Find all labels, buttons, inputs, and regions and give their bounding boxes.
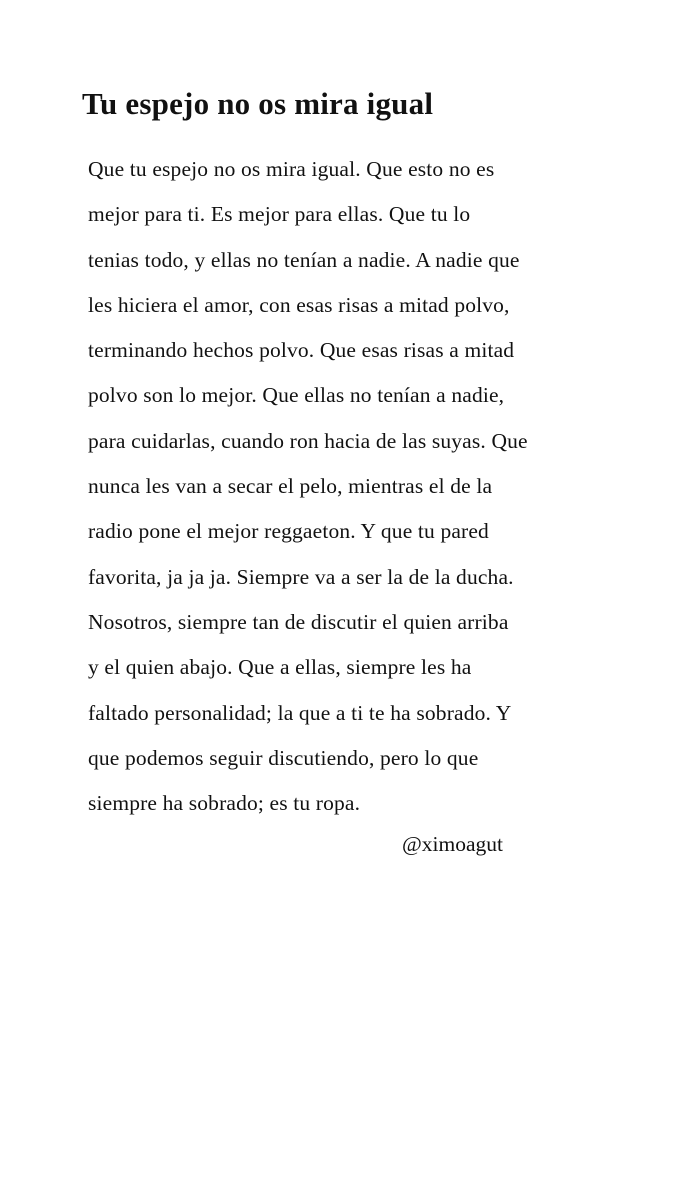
poem-line: les hiciera el amor, con esas risas a mitad polvo, bbox=[88, 292, 510, 317]
poem-line: polvo son lo mejor. Que ellas no tenían a nadie, bbox=[88, 383, 505, 408]
poem-line: nunca les van a secar el pelo, mientras el de la bbox=[88, 474, 493, 499]
poem-line: terminando hechos polvo. Que esas risas a mitad bbox=[88, 338, 515, 363]
poem-line: mejor para ti. Es mejor para ellas. Que tu lo bbox=[88, 202, 471, 227]
poem-line: siempre ha sobrado; es tu ropa. bbox=[88, 791, 361, 816]
page-title: Tu espejo no os mira igual bbox=[82, 86, 434, 121]
poem-line: Que tu espejo no os mira igual. Que esto no es bbox=[88, 157, 495, 181]
poem-line: favorita, ja ja ja. Siempre va a ser la de la ducha. bbox=[88, 564, 514, 589]
poem-line: tenias todo, y ellas no tenían a nadie. A nadie que bbox=[88, 247, 520, 272]
poem-line: faltado personalidad; la que a ti te ha sobrado. Y bbox=[88, 700, 512, 725]
author-signature: @ximoagut bbox=[402, 832, 504, 856]
poem-line: y el quien abajo. Que a ellas, siempre les ha bbox=[88, 655, 472, 680]
poem-line: para cuidarlas, cuando ron hacia de las suyas. Que bbox=[88, 428, 528, 453]
poem-body bbox=[88, 147, 648, 826]
poem-line: Nosotros, siempre tan de discutir el quien arriba bbox=[88, 609, 509, 634]
poem-line: que podemos seguir discutiendo, pero lo que bbox=[88, 745, 479, 770]
poem-line: radio pone el mejor reggaeton. Y que tu pared bbox=[88, 519, 489, 544]
